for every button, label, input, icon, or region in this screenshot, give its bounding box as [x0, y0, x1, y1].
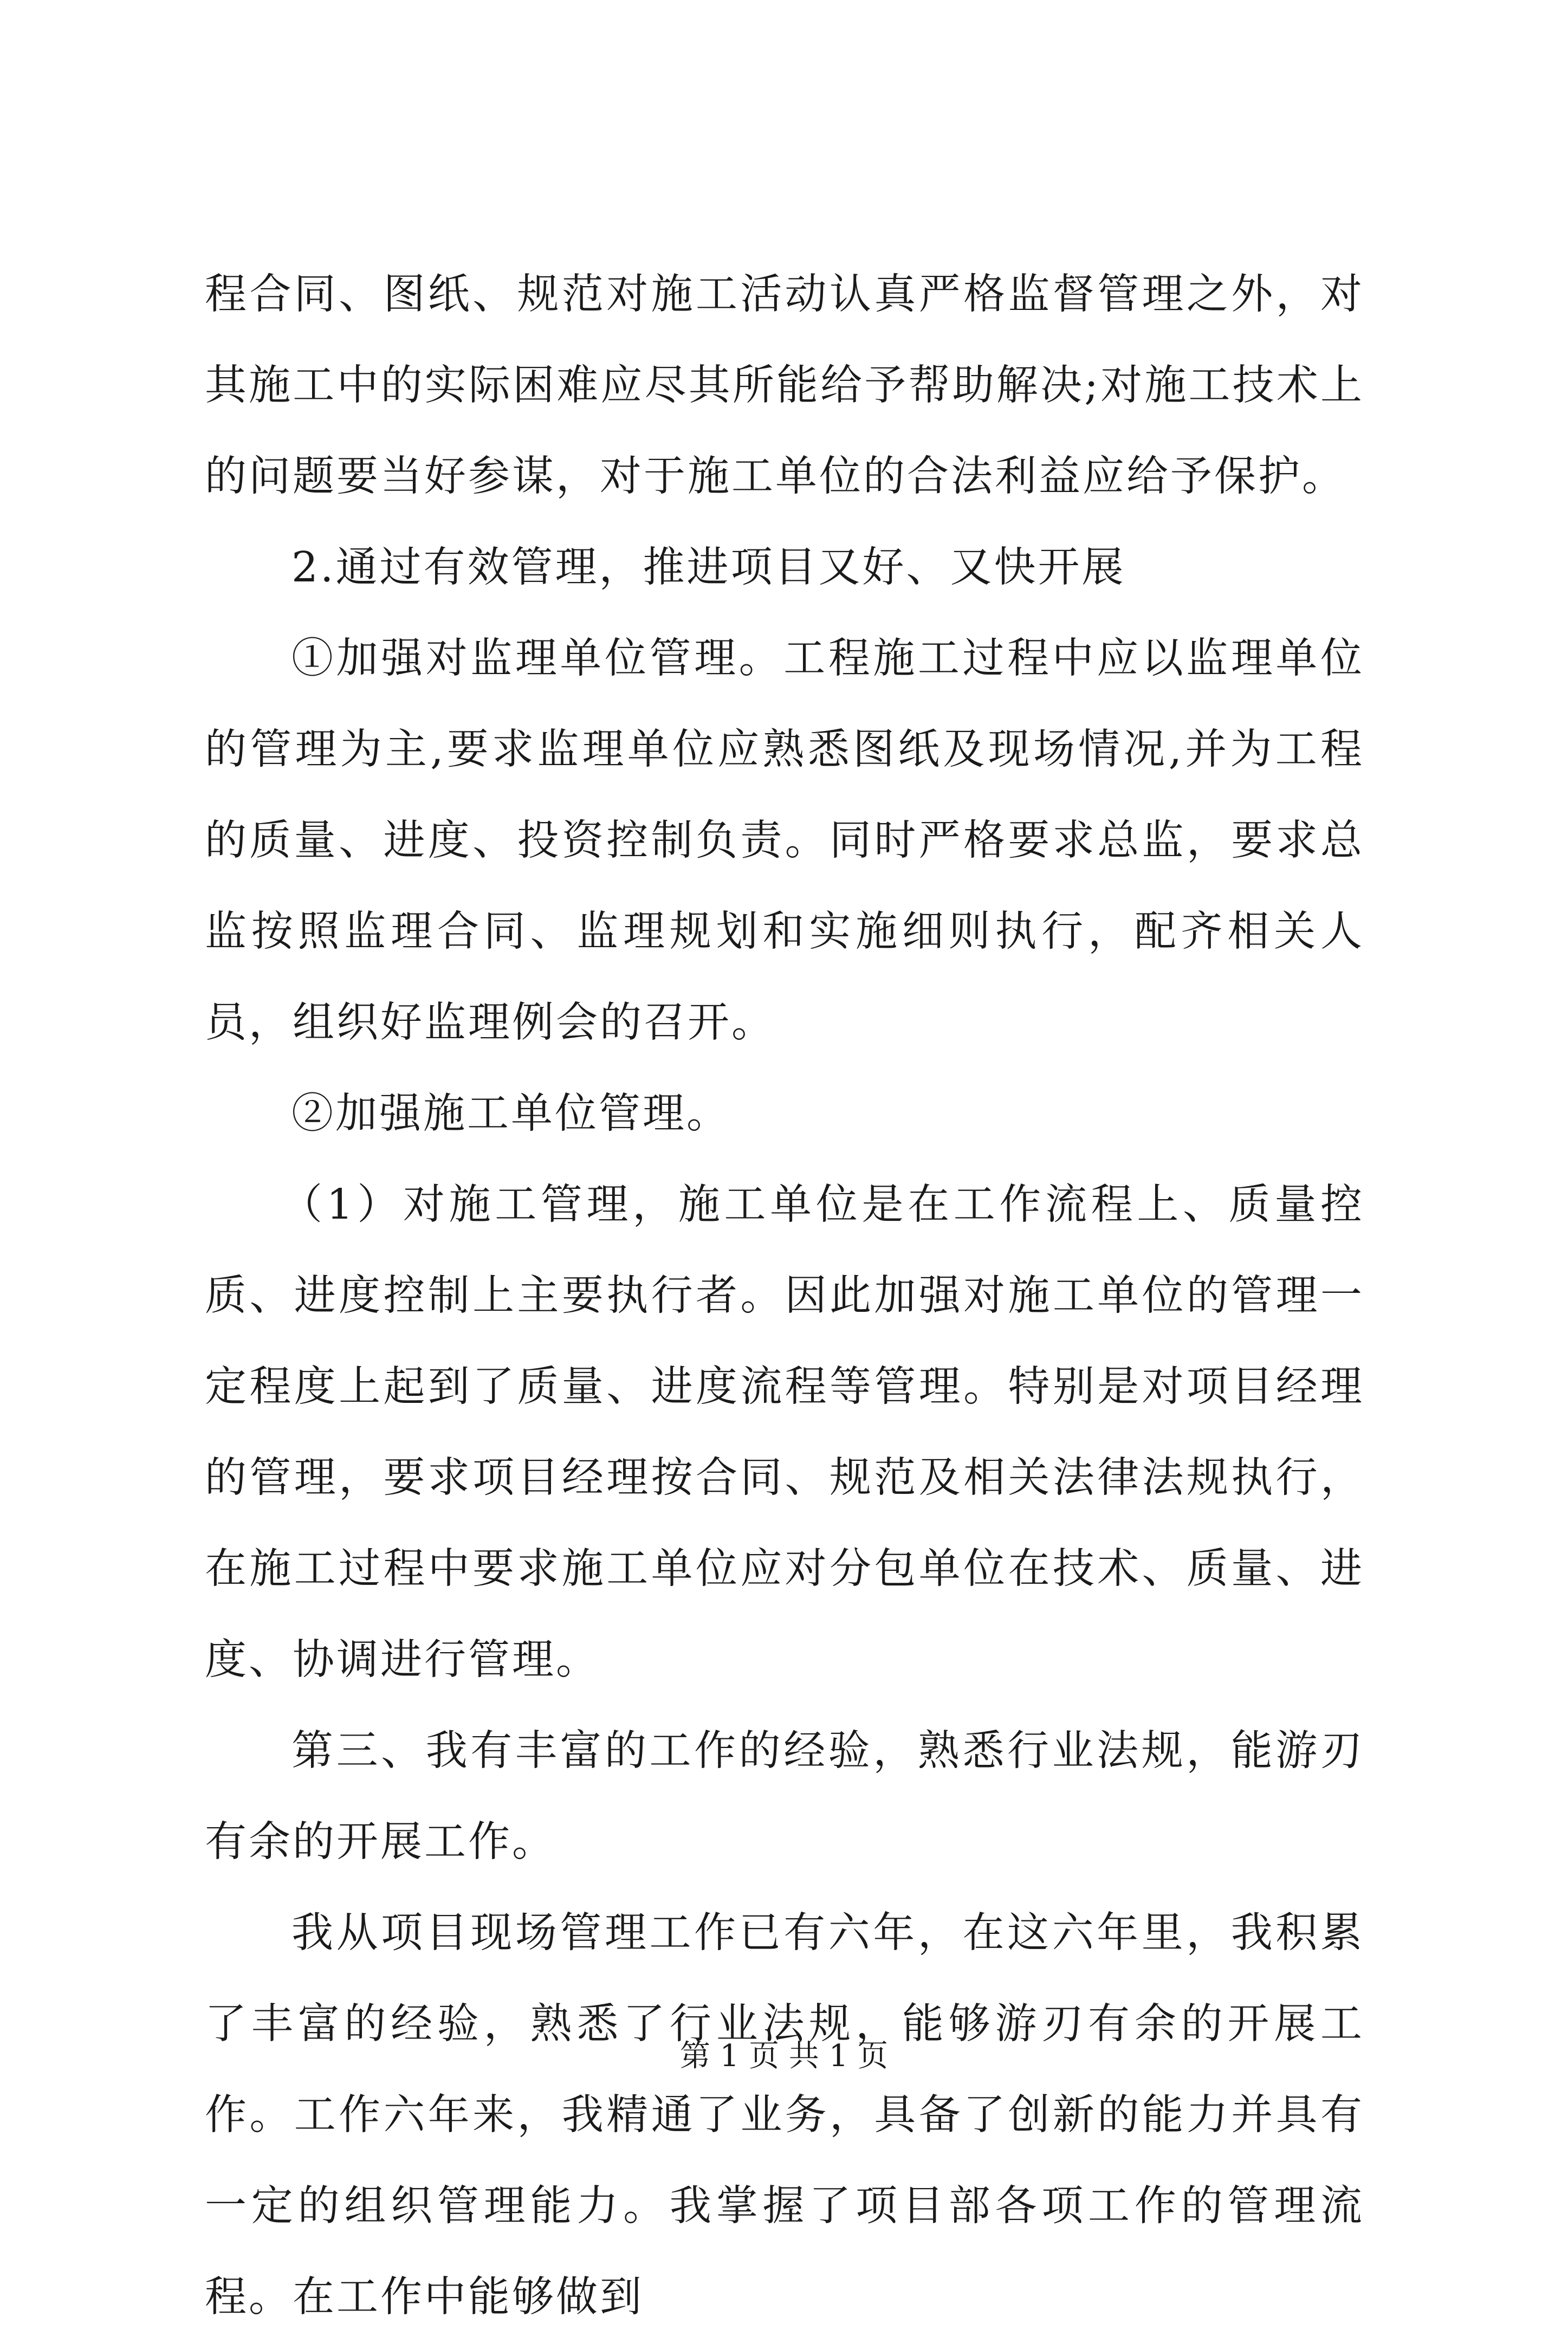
- page-number-label: 第 1 页 共 1 页: [679, 2038, 889, 2074]
- paragraph-supervision-management: ①加强对监理单位管理。工程施工过程中应以监理单位的管理为主,要求监理单位应熟悉图纸及现场情况,并为工程的质量、进度、投资控制负责。同时严格要求总监，要求总监按照监理合同、监理规划和实施细则执行，配齐相关人员，组织好监理例会的召开。: [205, 635, 1364, 1047]
- paragraph-construction-management-detail: （1）对施工管理，施工单位是在工作流程上、质量控质、进度控制上主要执行者。因此加强对施工单位的管理一定程度上起到了质量、进度流程等管理。特别是对项目经理的管理，要求项目经理按合同、规范及相关法律法规执行，在施工过程中要求施工单位应对分包单位在技术、质量、进度、协调进行管理。: [205, 1181, 1364, 1684]
- paragraph-continuation: 程合同、图纸、规范对施工活动认真严格监督管理之外，对其施工中的实际困难应尽其所能给予帮助解决;对施工技术上的问题要当好参谋，对于施工单位的合法利益应给予保护。: [205, 270, 1364, 501]
- page-footer: [0, 2035, 1568, 2078]
- document-body: [205, 249, 1364, 2343]
- paragraph-construction-management-heading: ②加强施工单位管理。: [291, 1090, 730, 1138]
- paragraph-point-three-heading: 第三、我有丰富的工作的经验，熟悉行业法规，能游刃有余的开展工作。: [205, 1727, 1364, 1866]
- paragraph-section-2-heading: 2.通过有效管理，推进项目又好、又快开展: [291, 543, 1126, 592]
- paragraph-experience: 我从项目现场管理工作已有六年，在这六年里，我积累了丰富的经验，熟悉了行业法规，能够游刃有余的开展工作。工作六年来，我精通了业务，具备了创新的能力并具有一定的组织管理能力。我掌握了项目部各项工作的管理流程。在工作中能够做到: [205, 1909, 1364, 2321]
